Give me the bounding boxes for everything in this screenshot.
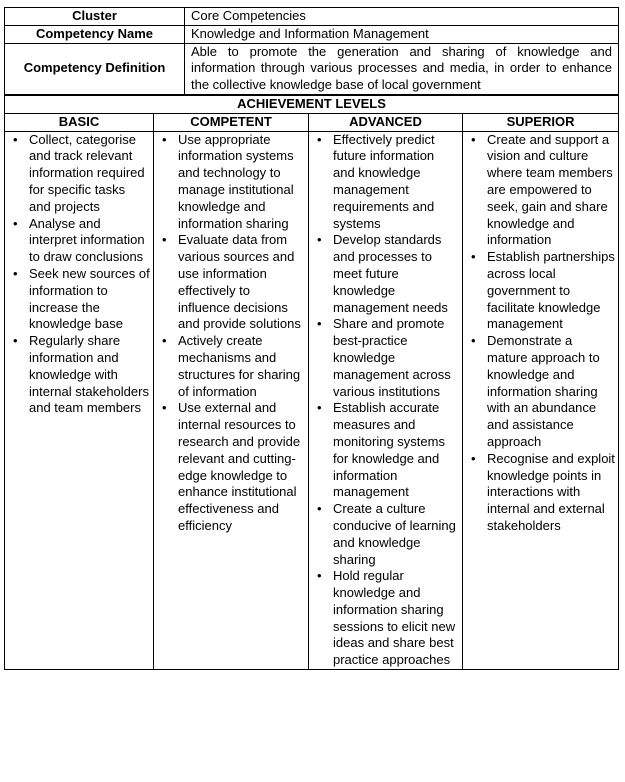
list-item: • Analyse and interpret information to draw conclusions (5, 216, 150, 266)
cluster-row (5, 8, 619, 26)
list-item: • Establish partnerships across local government to facilitate knowledge management (463, 249, 615, 333)
level-superior-cell (463, 131, 619, 670)
competency-definition-value: Able to promote the generation and sharing of knowledge and information through various processes and media, in order to enhance the collective knowledge base of local government (185, 43, 619, 94)
achievement-levels-table (4, 95, 619, 670)
list-item: • Regularly share information and knowledge with internal stakeholders and team members (5, 333, 150, 417)
list-item: • Evaluate data from various sources and use information effectively to influence decisions and provide solutions (154, 232, 305, 333)
list-item: • Create and support a vision and culture where team members are empowered to seek, gain and share knowledge and information (463, 132, 615, 250)
cluster-value: Core Competencies (185, 8, 619, 26)
advanced-list (309, 132, 459, 670)
competent-list (154, 132, 305, 535)
level-header-row (5, 113, 619, 131)
competency-definition-label: Competency Definition (5, 43, 185, 94)
level-superior-header: SUPERIOR (463, 113, 619, 131)
list-item: • Actively create mechanisms and structures for sharing of information (154, 333, 305, 400)
list-item: • Develop standards and processes to meet future knowledge management needs (309, 232, 459, 316)
list-item: • Use external and internal resources to research and provide relevant and cutting-edge knowledge to enhance institutional effectiveness and efficiency (154, 400, 305, 534)
list-item: • Recognise and exploit knowledge points in interactions with internal and external stakeholders (463, 451, 615, 535)
competency-document (4, 7, 618, 670)
competency-name-row (5, 25, 619, 43)
list-item: • Create a culture conducive of learning and knowledge sharing (309, 501, 459, 568)
competency-header-table (4, 7, 619, 95)
level-content-row (5, 131, 619, 670)
list-item: • Use appropriate information systems and technology to manage institutional knowledge and information sharing (154, 132, 305, 233)
list-item: • Seek new sources of information to increase the knowledge base (5, 266, 150, 333)
level-competent-header: COMPETENT (154, 113, 309, 131)
list-item: • Establish accurate measures and monitoring systems for knowledge and information management (309, 400, 459, 501)
achievement-levels-title: ACHIEVEMENT LEVELS (5, 95, 619, 113)
achievement-title-row (5, 95, 619, 113)
cluster-label: Cluster (5, 8, 185, 26)
competency-definition-row (5, 43, 619, 94)
level-advanced-cell (309, 131, 463, 670)
list-item: • Share and promote best-practice knowledge management across various institutions (309, 316, 459, 400)
list-item: • Hold regular knowledge and information sharing sessions to elicit new ideas and share best practice approaches (309, 568, 459, 669)
superior-list (463, 132, 615, 535)
level-basic-cell (5, 131, 154, 670)
level-advanced-header: ADVANCED (309, 113, 463, 131)
competency-name-value: Knowledge and Information Management (185, 25, 619, 43)
competency-name-label: Competency Name (5, 25, 185, 43)
list-item: • Effectively predict future information and knowledge management requirements and systems (309, 132, 459, 233)
basic-list (5, 132, 150, 418)
list-item: • Demonstrate a mature approach to knowledge and information sharing with an abundance and assistance approach (463, 333, 615, 451)
level-competent-cell (154, 131, 309, 670)
level-basic-header: BASIC (5, 113, 154, 131)
list-item: • Collect, categorise and track relevant information required for specific tasks and projects (5, 132, 150, 216)
